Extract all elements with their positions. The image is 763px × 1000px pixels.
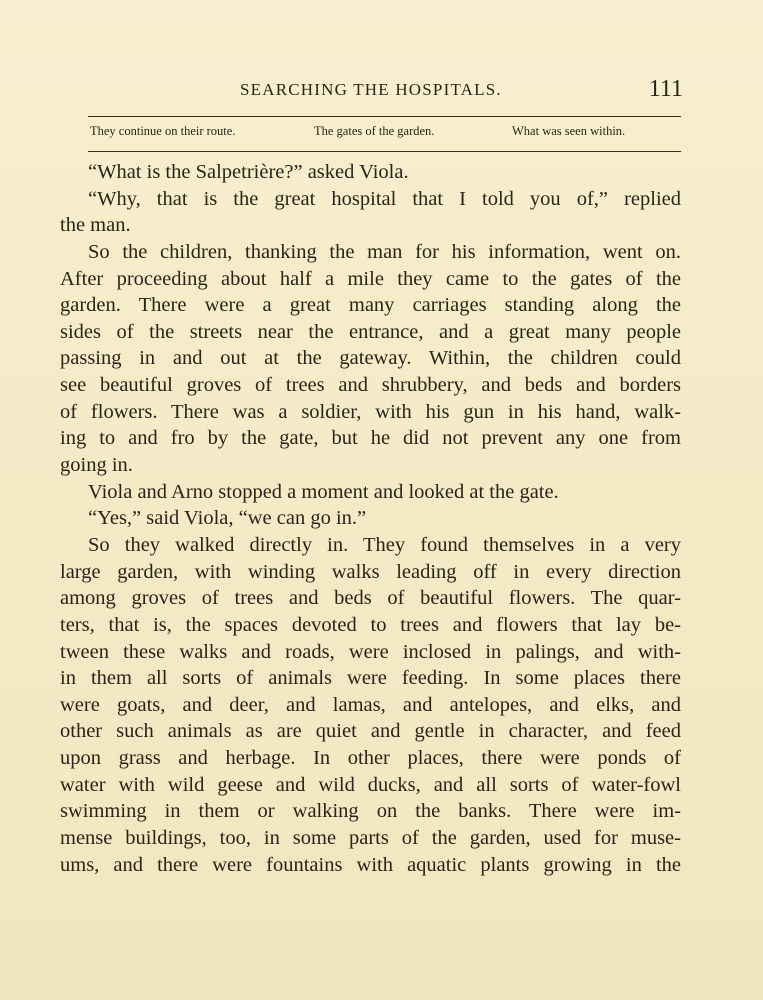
text-line: large garden, with winding walks leading off in every direction [60, 560, 681, 583]
text-line: So the children, thanking the man for his information, went on. [88, 240, 681, 263]
text-line: passing in and out at the gateway. Within, the children could [60, 347, 681, 370]
text-line: water with wild geese and wild ducks, and all sorts of water-fowl [60, 773, 681, 796]
text-line: the man. [60, 214, 131, 237]
summary-item: What was seen within. [512, 124, 626, 138]
text-line: among groves of trees and beds of beautiful flowers. The quar- [60, 587, 681, 610]
text-line: Viola and Arno stopped a moment and looked at the gate. [88, 480, 559, 503]
running-title: SEARCHING THE HOSPITALS. [240, 80, 502, 99]
text-line: upon grass and herbage. In other places, there were ponds of [60, 747, 681, 770]
text-line: were goats, and deer, and lamas, and antelopes, and elks, and [60, 693, 681, 716]
top-rule [88, 116, 681, 117]
text-line: of flowers. There was a soldier, with his gun in his hand, walk- [60, 400, 681, 423]
text-line: ters, that is, the spaces devoted to trees and flowers that lay be- [60, 613, 681, 636]
running-head [60, 76, 685, 106]
text-line: “Yes,” said Viola, “we can go in.” [88, 507, 367, 530]
text-line: mense buildings, too, in some parts of the garden, used for muse- [60, 827, 681, 850]
text-line: swimming in them or walking on the banks. There were im- [60, 800, 681, 823]
page-number: 111 [648, 76, 683, 102]
text-line: ing to and fro by the gate, but he did not prevent any one from [60, 427, 681, 450]
text-line: After proceeding about half a mile they came to the gates of the [60, 267, 681, 290]
text-line: “What is the Salpetrière?” asked Viola. [88, 161, 409, 183]
summary-item: They continue on their route. [90, 124, 236, 138]
bottom-rule [88, 151, 681, 152]
text-line: in them all sorts of animals were feeding. In some places there [60, 667, 681, 690]
text-line: ums, and there were fountains with aquatic plants growing in the [60, 853, 681, 876]
text-line: “Why, that is the great hospital that I told you of,” replied [88, 187, 681, 210]
text-line: going in. [60, 454, 133, 477]
text-line: So they walked directly in. They found themselves in a very [88, 533, 681, 556]
text-line: see beautiful groves of trees and shrubbery, and beds and borders [60, 374, 681, 397]
body-text [60, 159, 681, 878]
text-line: other such animals as are quiet and gentle in character, and feed [60, 720, 681, 743]
text-line: garden. There were a great many carriages standing along the [60, 294, 681, 317]
text-line: sides of the streets near the entrance, and a great many people [60, 320, 681, 343]
summary-item: The gates of the garden. [314, 124, 435, 138]
chapter-summary [88, 124, 681, 144]
text-line: tween these walks and roads, were inclosed in palings, and with- [60, 640, 681, 663]
